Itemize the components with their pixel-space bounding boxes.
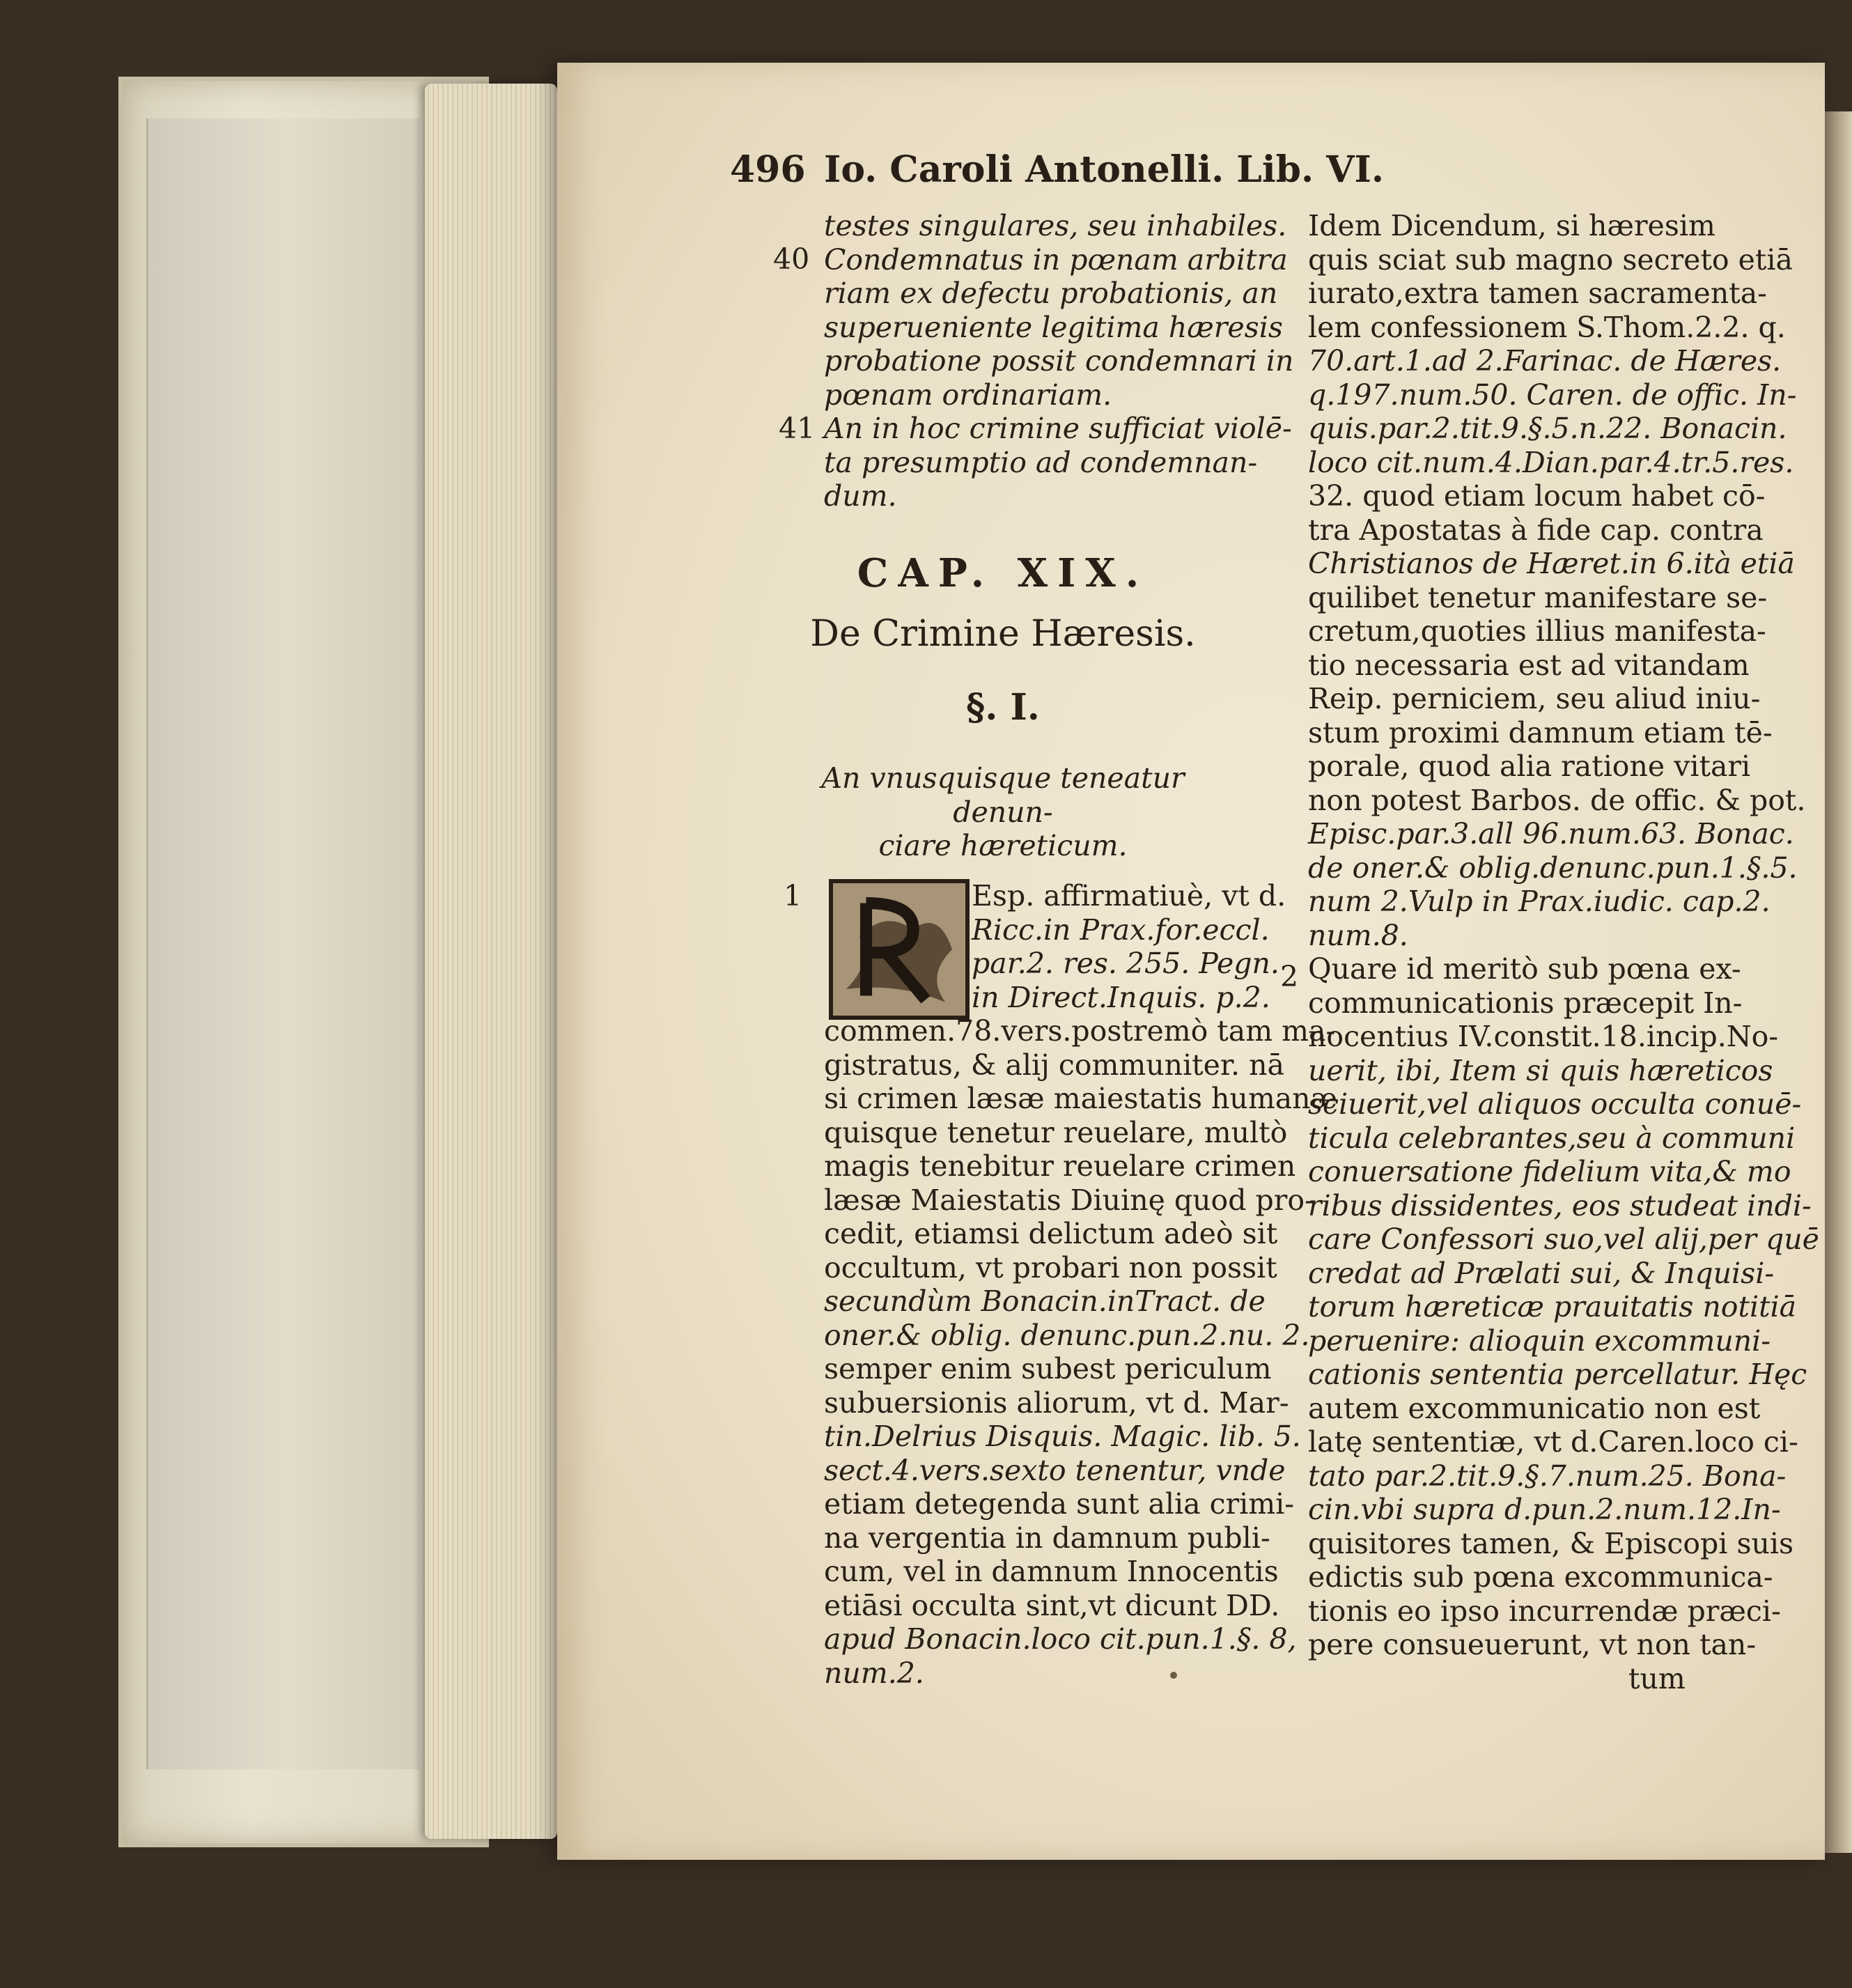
body-line: secundùm Bonacin.inTract. de xyxy=(824,1284,1266,1318)
body-line: sciuerit,vel aliquos occulta conuē- xyxy=(1308,1087,1802,1121)
body-line: cretum,quoties illius manifesta- xyxy=(1308,614,1766,648)
body-line: quisitores tamen, & Episcopi suis xyxy=(1308,1526,1794,1560)
body-line: apud Bonacin.loco cit.pun.1.§. 8, xyxy=(824,1622,1297,1656)
body-line: Christianos de Hæret.in 6.ità etiā xyxy=(1308,547,1795,580)
body-line: oner.& oblig. denunc.pun.2.nu. 2. xyxy=(824,1318,1310,1352)
body-line: q.197.num.50. Caren. de offic. In- xyxy=(1308,378,1797,412)
body-line: Reip. perniciem, seu aliud iniu- xyxy=(1308,682,1761,715)
body-line: quisque tenetur reuelare, multò xyxy=(824,1115,1288,1149)
section-heading: §. I. xyxy=(966,686,1040,729)
page-number: 496 xyxy=(730,148,806,191)
body-line: porale, quod alia ratione vitari xyxy=(1308,750,1751,783)
body-line: Idem Dicendum, si hæresim xyxy=(1308,209,1715,242)
body-line: tionis eo ipso incurrendæ præci- xyxy=(1308,1594,1781,1628)
paragraph-number: 1 xyxy=(784,879,802,913)
running-title: Io. Caroli Antonelli. Lib. VI. xyxy=(824,148,1384,191)
body-line: 70.art.1.ad 2.Farinac. de Hæres. xyxy=(1308,344,1782,378)
body-line: magis tenebitur reuelare crimen xyxy=(824,1149,1296,1183)
body-line: subuersionis aliorum, vt d. Mar- xyxy=(824,1385,1289,1420)
body-line: ticula celebrantes,seu à communi xyxy=(1308,1121,1796,1155)
body-line: tin.Delrius Disquis. Magic. lib. 5. xyxy=(824,1420,1301,1453)
body-line: in Direct.Inquis. p.2. xyxy=(972,980,1270,1014)
question-heading xyxy=(794,761,1212,863)
index-line: probatione possit condemnari in xyxy=(824,344,1294,378)
index-line: dum. xyxy=(824,479,897,513)
body-line: torum hæreticæ prauitatis notitiā xyxy=(1308,1290,1797,1323)
left-index xyxy=(824,209,1293,513)
index-line: testes singulares, seu inhabiles. xyxy=(824,209,1287,242)
body-line: loco cit.num.4.Dian.par.4.tr.5.res. xyxy=(1308,445,1794,479)
body-line: uerit, ibi, Item si quis hæreticos xyxy=(1308,1053,1773,1087)
body-line: communicationis præcepit In- xyxy=(1308,986,1743,1020)
body-line: tato par.2.tit.9.§.7.num.25. Bona- xyxy=(1308,1459,1787,1493)
body-line: credat ad Prælati sui, & Inquisi- xyxy=(1308,1256,1775,1290)
left-body xyxy=(824,1014,1337,1690)
body-line: si crimen læsæ maiestatis humanæ xyxy=(824,1082,1338,1115)
index-number: 41 xyxy=(779,412,816,445)
body-line: etiāsi occulta sint,vt dicunt DD. xyxy=(824,1588,1280,1622)
catchword: tum xyxy=(1628,1661,1686,1695)
decorated-initial xyxy=(829,879,970,1020)
index-number: 40 xyxy=(773,242,810,276)
body-line: cin.vbi supra d.pun.2.num.12.In- xyxy=(1308,1493,1781,1526)
body-line: ribus dissidentes, eos studeat indi- xyxy=(1308,1188,1812,1222)
initial-r-ornament xyxy=(833,883,965,1016)
index-line: superueniente legitima hæresis xyxy=(824,310,1283,344)
page-edges xyxy=(425,84,557,1839)
body-line: occultum, vt probari non possit xyxy=(824,1250,1277,1284)
body-line: læsæ Maiestatis Diuinę quod pro- xyxy=(824,1183,1314,1217)
body-line: Esp. affirmatiuè, vt d. xyxy=(972,879,1286,913)
body-line: par.2. res. 255. Pegn. xyxy=(972,947,1279,980)
chapter-heading: CAP. XIX. xyxy=(857,550,1149,596)
chapter-title: De Crimine Hæresis. xyxy=(810,613,1196,655)
body-line: Episc.par.3.all 96.num.63. Bonac. xyxy=(1308,817,1794,851)
body-line: stum proximi damnum etiam tē- xyxy=(1308,715,1773,750)
body-line: num 2.Vulp in Prax.iudic. cap.2. xyxy=(1308,885,1771,918)
body-line: sect.4.vers.sexto tenentur, vnde xyxy=(824,1453,1286,1487)
body-line: etiam detegenda sunt alia crimi- xyxy=(824,1487,1295,1521)
body-line: quis.par.2.tit.9.§.5.n.22. Bonacin. xyxy=(1308,412,1787,445)
body-line: edictis sub pœna excommunica- xyxy=(1308,1560,1773,1594)
body-line: gistratus, & alij communiter. nā xyxy=(824,1048,1284,1082)
body-line: cedit, etiamsi delictum adeò sit xyxy=(824,1217,1278,1250)
body-line: cationis sententia percellatur. Hęc xyxy=(1308,1358,1807,1391)
body-line: pere consueuerunt, vt non tan- xyxy=(1308,1628,1757,1661)
paragraph-number: 2 xyxy=(1280,960,1299,993)
right-column xyxy=(1308,209,1819,1695)
body-line: num.2. xyxy=(824,1656,924,1690)
body-line: lem confessionem S.Thom.2.2. q. xyxy=(1308,310,1786,344)
question-line: ciare hæreticum. xyxy=(878,829,1128,862)
cover-flyleaf xyxy=(146,118,420,1769)
index-line: An in hoc crimine sufficiat violē- xyxy=(824,412,1292,445)
body-line: quis sciat sub magno secreto etiā xyxy=(1308,242,1793,277)
body-line: commen.78.vers.postremò tam ma- xyxy=(824,1014,1336,1048)
body-line: cum, vel in damnum Innocentis xyxy=(824,1555,1279,1588)
body-line: tio necessaria est ad vitandam xyxy=(1308,648,1750,682)
index-line: riam ex defectu probationis, an xyxy=(824,277,1278,310)
body-line: Ricc.in Prax.for.eccl. xyxy=(972,913,1270,947)
body-line: iurato,extra tamen sacramenta- xyxy=(1308,277,1768,310)
body-line: semper enim subest periculum xyxy=(824,1352,1272,1385)
index-line: ta presumptio ad condemnan- xyxy=(824,445,1258,479)
body-line: quilibet tenetur manifestare se- xyxy=(1308,580,1768,614)
ink-dot xyxy=(1170,1672,1177,1679)
index-line: Condemnatus in pœnam arbitra xyxy=(824,242,1288,277)
body-line: non potest Barbos. de offic. & pot. xyxy=(1308,783,1806,817)
body-line: tra Apostatas à fide cap. contra xyxy=(1308,513,1764,547)
question-line: An vnusquisque teneatur denun- xyxy=(821,761,1185,829)
index-line: pœnam ordinariam. xyxy=(824,378,1112,412)
body-line: 32. quod etiam locum habet cō- xyxy=(1308,479,1766,513)
body-line: num.8. xyxy=(1308,918,1408,952)
body-line: care Confessori suo,vel alij,per quē xyxy=(1308,1222,1819,1256)
initial-side-text xyxy=(972,879,1286,1014)
body-line: de oner.& oblig.denunc.pun.1.§.5. xyxy=(1308,851,1798,885)
body-line: autem excommunicatio non est xyxy=(1308,1391,1761,1425)
body-line: peruenire: alioquin excommuni- xyxy=(1308,1323,1771,1358)
body-line: nocentius IV.constit.18.incip.No- xyxy=(1308,1020,1779,1053)
body-line: Quare id meritò sub pœna ex- xyxy=(1308,952,1741,986)
body-line: na vergentia in damnum publi- xyxy=(824,1521,1270,1555)
body-line: latę sententiæ, vt d.Caren.loco ci- xyxy=(1308,1425,1798,1459)
body-line: conuersatione fidelium vita,& mo xyxy=(1308,1155,1791,1188)
